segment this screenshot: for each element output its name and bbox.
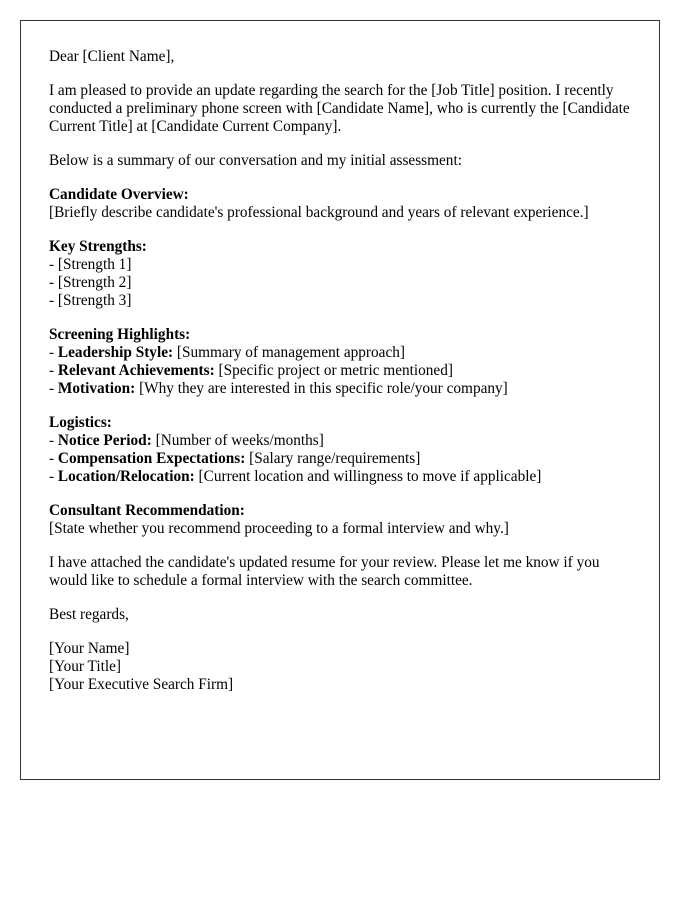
strength-item: - [Strength 2] — [49, 274, 132, 291]
highlight-label: Leadership Style: — [57, 344, 174, 361]
highlight-value: [Specific project or metric mentioned] — [214, 362, 453, 379]
candidate-overview-text: [Briefly describe candidate's professional background and years of relevant experience.] — [49, 204, 589, 221]
sign-off: Best regards, — [49, 606, 129, 623]
key-strengths-heading: Key Strengths: — [49, 238, 147, 255]
highlight-item — [49, 380, 639, 398]
highlight-prefix: - — [49, 380, 58, 397]
logistics-heading: Logistics: — [49, 414, 112, 431]
recommendation-section — [49, 502, 639, 538]
candidate-overview-heading: Candidate Overview: — [49, 186, 189, 203]
logistics-label: Compensation Expectations: — [57, 450, 246, 467]
strength-item: - [Strength 3] — [49, 292, 132, 309]
logistics-item — [49, 468, 639, 486]
letter-frame — [20, 20, 660, 780]
highlight-prefix: - — [49, 344, 58, 361]
candidate-overview-section — [49, 186, 639, 222]
logistics-value: [Salary range/requirements] — [245, 450, 421, 467]
logistics-prefix: - — [49, 450, 58, 467]
highlight-item — [49, 344, 639, 362]
logistics-prefix: - — [49, 432, 58, 449]
logistics-label: Notice Period: — [57, 432, 152, 449]
highlight-label: Relevant Achievements: — [57, 362, 215, 379]
logistics-section — [49, 414, 639, 486]
closing-paragraph: I have attached the candidate's updated resume for your review. Please let me know if you would like to schedule a formal interview with the search committee. — [49, 554, 600, 589]
letter-body — [49, 48, 639, 694]
summary-intro: Below is a summary of our conversation and my initial assessment: — [49, 152, 462, 169]
greeting: Dear [Client Name], — [49, 48, 175, 65]
highlight-label: Motivation: — [57, 380, 136, 397]
recommendation-text: [State whether you recommend proceeding to a formal interview and why.] — [49, 520, 509, 537]
intro-paragraph: I am pleased to provide an update regarding the search for the [Job Title] position. I recently conducted a preliminary phone screen with [Candidate Name], who is currently the [Candidate Current Title] at [Candidate Current Company]. — [49, 82, 630, 135]
logistics-item — [49, 450, 639, 468]
key-strengths-section — [49, 238, 639, 310]
highlight-prefix: - — [49, 362, 58, 379]
signature-title: [Your Title] — [49, 658, 121, 675]
screening-highlights-heading: Screening Highlights: — [49, 326, 191, 343]
logistics-prefix: - — [49, 468, 58, 485]
logistics-label: Location/Relocation: — [57, 468, 195, 485]
strength-item: - [Strength 1] — [49, 256, 132, 273]
screening-highlights-section — [49, 326, 639, 398]
highlight-item — [49, 362, 639, 380]
recommendation-heading: Consultant Recommendation: — [49, 502, 245, 519]
signature-block — [49, 640, 639, 694]
logistics-value: [Number of weeks/months] — [151, 432, 324, 449]
highlight-value: [Why they are interested in this specific role/your company] — [135, 380, 508, 397]
signature-name: [Your Name] — [49, 640, 130, 657]
logistics-value: [Current location and willingness to move if applicable] — [194, 468, 542, 485]
highlight-value: [Summary of management approach] — [173, 344, 405, 361]
signature-firm: [Your Executive Search Firm] — [49, 676, 234, 693]
logistics-item — [49, 432, 639, 450]
